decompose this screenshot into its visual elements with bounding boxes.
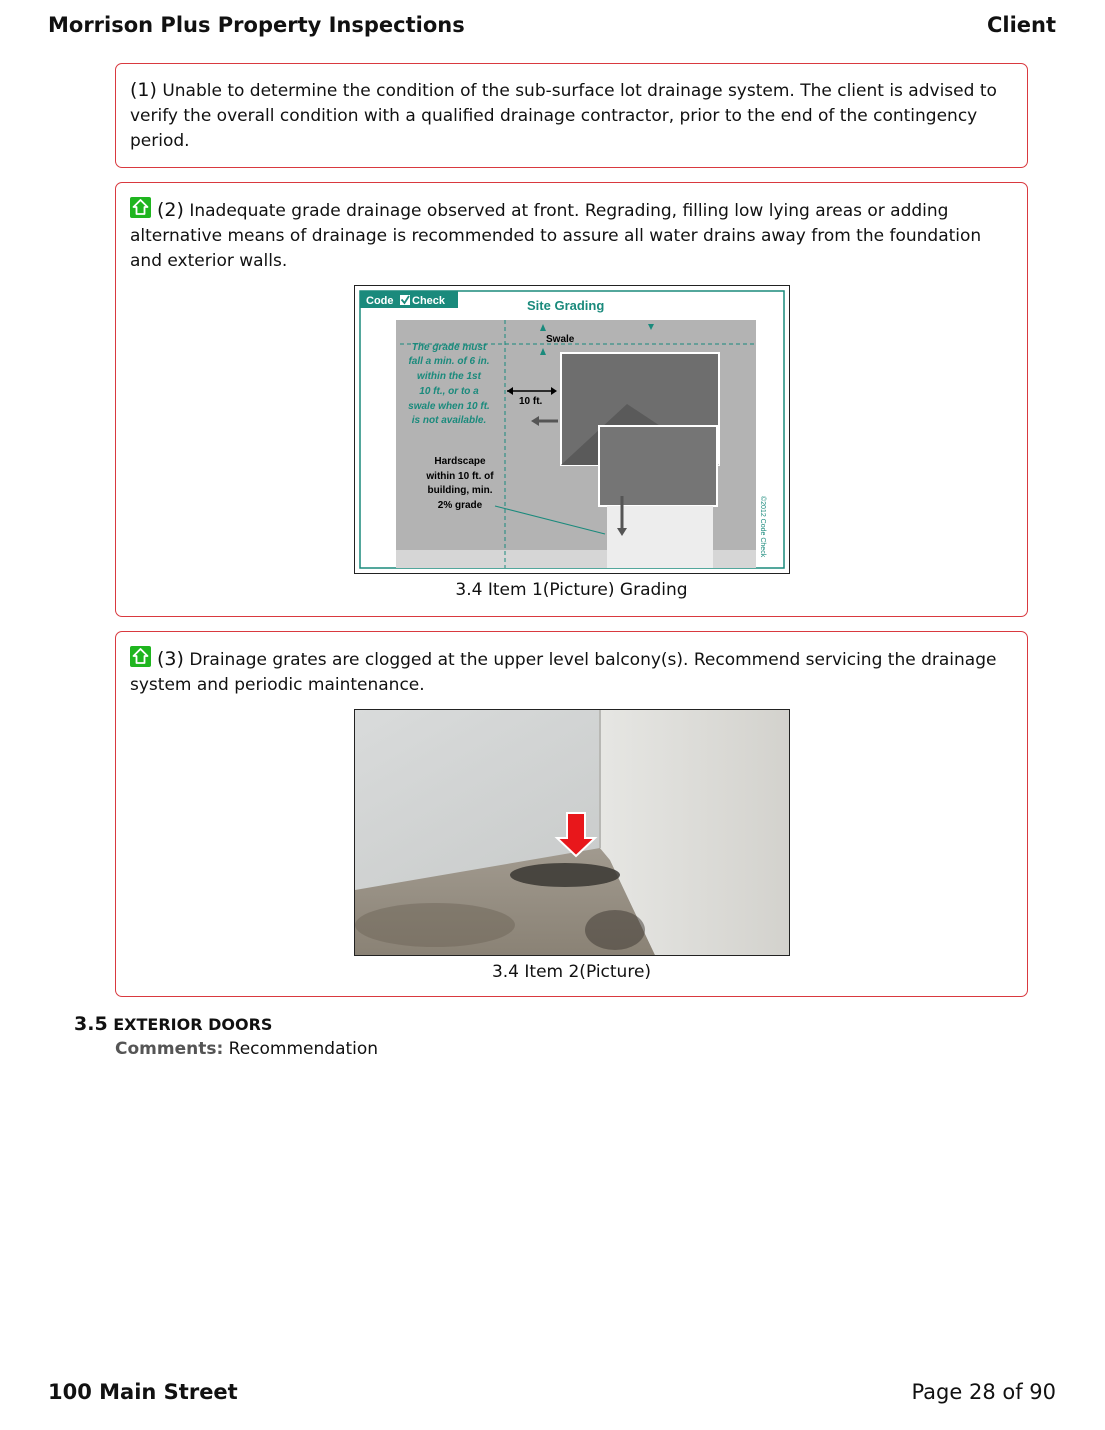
logo-code-text: Code (365, 295, 393, 307)
grade-note-line: fall a min. of 6 in. (407, 356, 490, 367)
balcony-drain-photo[interactable] (354, 709, 790, 956)
diagram-title: Site Grading (526, 298, 604, 313)
hardscape-note-line: within 10 ft. of (425, 471, 494, 482)
item-text: Inadequate grade drainage observed at front. Regrading, filling low lying areas or adding alternative means of drainage is recommended to assure all water drains away from the foundation and exterior walls. (130, 201, 982, 271)
figure-caption: 3.4 Item 2(Picture) (491, 962, 652, 982)
hardscape-note-line: 2% grade (437, 500, 482, 511)
comments-label: Comments: (115, 1039, 224, 1059)
grade-note-line: is not available. (411, 415, 486, 426)
item-text: Unable to determine the condition of the sub-surface lot drainage system. The client is advised to verify the overall condition with a qualified drainage contractor, prior to the end of the contingency period. (130, 81, 997, 151)
section-number: 3.5 (74, 1013, 108, 1035)
grade-note-line: The grade must (411, 342, 486, 353)
comment-box-2 (115, 182, 1028, 617)
item-text: Drainage grates are clogged at the upper level balcony(s). Recommend servicing the drainage system and periodic maintenance. (130, 650, 997, 695)
house-icon (130, 197, 151, 218)
swale-label: Swale (545, 334, 574, 345)
comments-value: Recommendation (228, 1039, 379, 1059)
section-title: EXTERIOR DOORS (113, 1015, 273, 1034)
item-number: (1) (130, 79, 157, 101)
figure (130, 709, 1013, 983)
comment-box-3 (115, 631, 1028, 997)
section-heading (74, 1013, 272, 1035)
hardscape-note-line: building, min. (427, 485, 492, 496)
page-number: Page 28 of 90 (911, 1380, 1056, 1404)
grade-note-line: 10 ft., or to a (418, 386, 479, 397)
grade-note-line: swale when 10 ft. (407, 401, 490, 412)
company-name: Morrison Plus Property Inspections (48, 13, 465, 37)
house-icon (130, 646, 151, 667)
copyright-label: ©2012 Code Check (758, 496, 766, 558)
footer-address: 100 Main Street (48, 1380, 238, 1404)
item-number: (3) (157, 648, 184, 670)
figure-caption: 3.4 Item 1(Picture) Grading (455, 580, 688, 600)
hardscape-note-line: Hardscape (433, 456, 486, 467)
comment-box-1 (115, 63, 1028, 168)
item-number: (2) (157, 199, 184, 221)
section-comments (115, 1039, 378, 1059)
logo-check-text: Check (411, 295, 445, 307)
figure (130, 285, 1013, 601)
client-label: Client (986, 13, 1056, 37)
distance-label: 10 ft. (518, 396, 542, 407)
grade-note-line: within the 1st (416, 371, 481, 382)
site-grading-diagram[interactable] (354, 285, 790, 574)
